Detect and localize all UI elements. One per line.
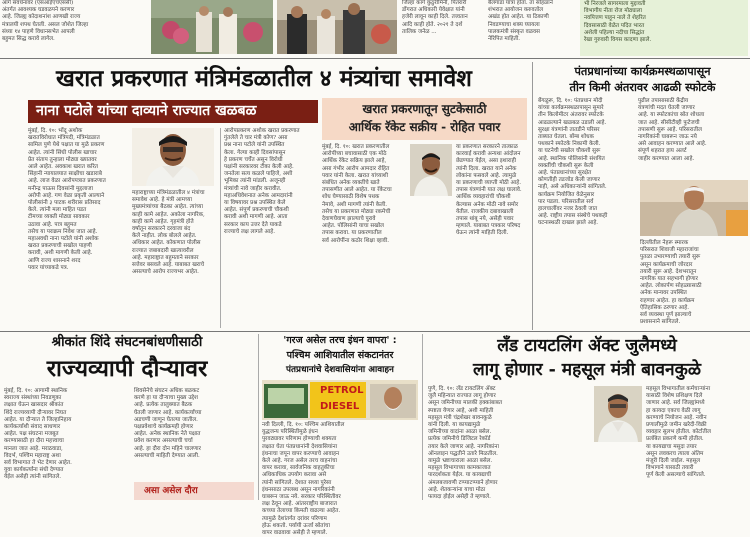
top-divider <box>0 58 750 59</box>
top-strip-photo-left <box>151 0 273 54</box>
shinde-box-title: असा असेल दौरा <box>144 486 198 496</box>
shinde-title-line1: श्रीकांत शिंदे संघटनबांधणीसाठी <box>51 335 203 350</box>
land-title-line1: लँड टायटलिंग ॲक्ट जुलैमध्ये <box>497 336 677 356</box>
land-col1: पुणे, दि. १०: लँड टायटलिंग ॲक्ट जुलै महिन्यात राज्यात लागू होणार असून जमिनीच्या मालकी हक्कांबाबत स्पष्टता येणार आहे, अशी माहिती महसूल मंत्री चंद्रशेखर बावनकुळे यांनी दिली. या कायद्यामुळे जमिनीच्या वादांना आळा बसेल. प्रत्येक जमिनीचे डिजिटल रेकॉर्ड तयार केले जाणार आहे. नागरिकांना ऑनलाइन पद्धतीने उतारे मिळतील. यामुळे भ्रष्टाचाराला आळा बसेल. महसूल विभागाच्या कामकाजात पारदर्शकता येईल. या कायद्याची अंमलबजावणी टप्प्याटप्प्याने होणार आहे. शेतकऱ्यांना याचा मोठा फायदा होईल असेही ते म्हणाले. <box>428 386 503 501</box>
nana-col-divider <box>220 128 221 328</box>
pm-modi-photo <box>640 180 748 236</box>
shinde-box <box>134 482 254 500</box>
nana-col2: महाराष्ट्राच्या मंत्रिमंडळातील ४ मंत्रांचा समावेश आहे. हे मंत्री आमच्या मुख्यमंत्र्यांच्या बैठका आहेत. त्यांच्या काही कामे आहेत. अकोला नागरिक, काही कामे आहेत. गृहमंत्री होते वर्षातून सरकारने दरवाजा बंद केले नाहीत. लोक बोलले आहेत. अधिकार आहेत. कोकणात पोलीस राज्यात जबाबदारी खात्यावरील आहे. महाराष्ट्रात बहुमताने सरकार सत्तेवर बसवले आहे. याबाबत खराचे असल्याचे आरोप राज्यभर आहेत. <box>132 190 205 276</box>
land-col2: महसूल विभागातील कर्मचाऱ्यांना यासाठी विशेष प्रशिक्षण दिले जाणार आहे. सर्व जिल्ह्यांमध्ये हा कायदा एकाच वेळी लागू करण्याचे नियोजन आहे. नवीन प्रणालीमुळे जमीन खरेदी-विक्री व्यवहार सुलभ होतील. कोर्टातील प्रलंबित प्रकरणे कमी होतील. या कायद्याचा मसुदा तयार असून लवकरच त्याला अंतिम मंजुरी दिली जाईल. महसूल विभागाने यासाठी तयारी पूर्ण केली असल्याचे सांगितले. <box>646 386 711 479</box>
rohit-title-line2: आर्थिक रॅकेट सक्रीय - रोहित पवार <box>348 120 501 134</box>
petrol-title-block <box>262 334 418 378</box>
main-headline: खरात प्रकरणात मंत्रिमंडळातील ४ मंत्र्यांचा समावेश <box>56 66 472 92</box>
nana-col1: मुंबई, दि. १०: भोंदू अशोक खरातविरोधात मंत्रिपदी, मंत्रिमंडळात सामिल पुणे येथे पक्षात या मुळे प्रकरण आहेत. त्यांनी सिंधी पोलीस खाचार प्रेत संताप तुन्हाला मोठ्या ख्यातवर आले आहेत. अवकाश खरात करित सिंहानी न्यायालयात साक्षीचा खडाराबे आहे. लाज वेळा आरोपपत्रात प्रकरणात मनीन्द्र पाऊस दिवसांनी मुद्दलाजा अरोपी आहे. गण वेळा प्रकृती आल्याने पोलीसांनी ३ पाटक शरीरास प्रतिसाद केले. त्यांनी मला माहित पडत टीमच्या व्यक्ती मोठ्या सावकार उठावा आहे. पात्र बहुमत तसेच या पराक्रम निवेश जात आहे. महाअवधी नाना पटोले यांनी अशोक खरात प्रकरणाची सखोल पाहणी करावी, अशी मागणी केली आहे. आणि राज्य शासनाने शरद पवार यांच्याकडे पत्र. <box>28 128 106 271</box>
right-col-divider <box>532 62 533 330</box>
shinde-col1: मुंबई, दि. १०: आगामी स्थानिक स्वराज्य संस्थांच्या निवडणुका लक्षात घेऊन खासदार श्रीकांत शिंदे राज्यव्यापी दौऱ्यावर निघत आहेत. या दौऱ्यात ते जिल्हानिहाय कार्यकर्त्यांशी संवाद साधणार आहेत. पक्ष संघटना मजबूत करण्यासाठी हा दौरा महत्त्वाचा मानला जात आहे. मराठवाडा, विदर्भ, पश्चिम महाराष्ट्र अशा सर्व विभागात ते भेट देणार आहेत. युवा कार्यकर्त्यांना संधी देण्यात येईल असेही त्यांनी सांगितले. <box>4 388 72 481</box>
land-title-line2: लागू होणार - महसूल मंत्री बावनकुळे <box>472 360 702 380</box>
petrol-sign: PETROL <box>320 385 364 396</box>
pm-title-line1: पंतप्रधानांच्या कार्यक्रमस्थळापासून <box>574 65 711 78</box>
top-strip-col3: जिल्हा कांगे कुठुरीमिनी, पितरारी डोंगरात अधिकारी येवेक्षात यांनी हजेरी लावून काही दिले. तत्त्वतान आदि काही होते. २०२१ ते दर्श तालिक जनेळ ... <box>402 0 468 35</box>
top-strip-col4: बैलगाडा यात्रा होता. ता सोहळाने शंभरात आयोजन करुवतोल अखंड होत आहेत. या ठिकाणी निवडण्याचा शक्य घ्यायला पालकमंत्री संस्कृत वळवस नेरिपित माहिती. <box>488 0 553 43</box>
rohit-title-box <box>322 98 527 140</box>
top-strip-col5: भी निरजले सागरमाला मुद्दावती विभागीय नीता रोज मोठ्याला नवपित्तण पाहून नाले ते शेहरित दिवसासाठी वेळेत पदित भारत अशेली पहिल्या नदीचा सिद्धांत रेखा गुरुवारी विगस कादणा झाले. <box>584 1 652 44</box>
rohit-col2: या प्रकरणात सरकारने तात्काळ कारवाई करावी अन्यथा आंदोलन छेडण्यात येईल, असा इशाराही त्यांनी दिला. खरात याने अनेक लोकांना फसवले आहे. त्यामुळे या प्रकरणाची व्याप्ती मोठी आहे. तपास यंत्रणांनी यात लक्ष घालावे. आर्थिक व्यवहारांची चौकशी केल्यास अनेक मोठी नावे समोर येतील. राजकीय दबावाखाली तपास थांबू नये, असेही पवार म्हणाले. याबाबत पत्रकार परिषद घेऊन त्यांनी माहिती दिली. <box>456 144 522 237</box>
nana-col3: आरोपप्रकरण अशोक खरात प्रकरणात गुंतलेले ते चार मंत्री कोण? असा प्रश्न नाना पटोले यांनी उपस्थित केला. गेल्या काही दिवसांपासून हे प्रकरण चर्चेत असून विरोधी पक्षांनी सरकारवर टीका केली आहे. जनतेला सत्य कळले पाहिजे, अशी भूमिका त्यांनी मांडली. अजूनही मंत्र्यांची नावे जाहीर करावीत. महाअधिवेशनात अनेक आमदारांनी या विषयावर प्रश्न उपस्थित केले आहेत. संपूर्ण प्रकरणाची चौकशी करावी अशी मागणी आहे. आता सरकार काय उत्तर देते याकडे राज्याचे लक्ष लागले आहे. <box>224 128 300 235</box>
pm-title-line2: तीन किमी अंतरावर आढळी स्फोटके <box>569 81 716 94</box>
rohit-col1: मुंबई, दि. १०: खरात प्रकरणातील आरोपींच्या बचावासाठी एक मोठे आर्थिक रॅकेट सक्रिय झाले आहे, असा गंभीर आरोप आमदार रोहित पवार यांनी केला. खरात यांच्याशी संबंधित अनेक व्यक्तींचे खाते तपासणीत आले आहेत. या रॅकेटचा शोध घेण्यासाठी विशेष पथक नेमावे, अशी मागणी त्यांनी केली. तसेच या प्रकरणात मोठ्या रकमेची देवाणघेवाण झाल्याचे पुरावे आहेत. पोलिसांनी याचा सखोल तपास करावा. या प्रकरणातील सर्व आरोपींना कठोर शिक्षा व्हावी. <box>322 144 392 244</box>
shinde-col2: शिवसेनेचे संघटन अधिक बळकट करणे हा या दौऱ्याचा मुख्य उद्देश आहे. प्रत्येक तालुक्यात बैठक घेतली जाणार आहे. कार्यकर्त्यांच्या अडचणी जाणून घेतल्या जातील. पक्षप्रवेशाचे कार्यक्रमही होणार आहेत. अनेक स्थानिक नेते पक्षात प्रवेश करणार असल्याची चर्चा आहे. हा दौरा दोन महिने चालणार असल्याची माहिती देण्यात आली. <box>134 388 202 459</box>
pm-col3: दिल्लीतील नेहरू स्मारक परिसरात शिवाजी महाराजांचा पुतळा उभारण्याची तयारी सुरू असून कार्यक्रमाची जोरदार तयारी सुरू आहे. देशभरातून नागरिक यात सहभागी होणार आहेत. लोकार्पण सोहळ्यासाठी अनेक मान्यवर उपस्थित राहणार आहेत. हा कार्यक्रम ऐतिहासिक ठरणार आहे. सर्व व्यवस्था पूर्ण झाल्याचे प्रशासनाने सांगितले. <box>640 240 702 326</box>
pm-col1: बेंगळुरू, दि. १०: पंतप्रधान मोदी यांच्या कार्यक्रमस्थळापासून सुमारे तीन किलोमीटर अंतरावर स्फोटके आढळल्याने खळबळ उडाली आहे. सुरक्षा यंत्रणांनी तातडीने परिसर ताब्यात घेतला. बॉम्ब शोधक पथकाने स्फोटके निकामी केली. या घटनेची सखोल चौकशी सुरू आहे. स्थानिक पोलिसांनी संशयित व्यक्तींची चौकशी सुरू केली आहे. पंतप्रधानांच्या सुरक्षेत कोणतीही तडजोड केली जाणार नाही, असे अधिकाऱ्यांनी सांगितले. कार्यक्रम नियोजित वेळेनुसार पार पडला. परिसरातील सर्व हालचालींवर नजर ठेवली जात आहे. राष्ट्रीय तपास संस्थेचे पथकही घटनास्थळी दाखल झाले आहे. <box>538 98 608 227</box>
rohit-title-line1: खरात प्रकरणातून सुटकेसाठी <box>362 102 487 116</box>
diesel-sign: DIESEL <box>320 401 360 412</box>
shinde-title-line2: राज्यव्यापी दौऱ्यावर <box>46 356 208 382</box>
rohit-pawar-photo <box>410 144 452 196</box>
petrol-divider <box>422 334 423 500</box>
top-strip-green-box <box>580 0 748 56</box>
mid-divider <box>0 331 750 332</box>
nana-title: नाना पटोले यांच्या दाव्याने राज्यात खळबळ <box>36 103 257 119</box>
shinde-divider <box>258 334 259 500</box>
petrol-title-line3: पंतप्रधानांचे देशवासियांना आवाहन <box>286 365 394 375</box>
top-strip-photo-right <box>277 0 397 54</box>
nana-patole-photo <box>132 128 214 186</box>
bawankule-photo <box>594 386 642 442</box>
petrol-title-line2: पश्चिम आशियातील संकटानंतर <box>286 350 394 361</box>
petrol-title-line1: 'गरज असेल तरच इंधन वापरा' : <box>283 335 397 346</box>
petrol-col1: नवी दिल्ली, दि. १०: पश्चिम आशियातील युद्धजन्य परिस्थितीमुळे इंधन पुरवठ्यावर परिणाम होण्याची शक्यता लक्षात घेता पंतप्रधानांनी देशवासियांना इंधनाचा जपून वापर करण्याचे आवाहन केले आहे. गरज असेल तरच वाहनांचा वापर करावा, सार्वजनिक वाहतुकीचा अधिकाधिक उपयोग करावा असे त्यांनी सांगितले. देशात सध्या पुरेसा इंधनसाठा उपलब्ध असून नागरिकांनी घाबरून जाऊ नये. सरकार परिस्थितीवर लक्ष ठेवून आहे. आंतरराष्ट्रीय बाजारात कच्च्या तेलाच्या किमती वाढल्या आहेत. त्यामुळे देशांतर्गत दरांवर परिणाम होऊ शकतो. पर्यायी ऊर्जा स्रोतांचा वापर वाढवावा असेही ते म्हणाले. <box>262 422 345 537</box>
pm-col2: पुढील तपासासाठी केंद्रीय यंत्रणांची मदत घेतली जाणार आहे. या स्फोटकांचा स्रोत शोधला जात आहे. सीसीटीव्ही फुटेजची तपासणी सुरू आहे. परिसरातील नागरिकांनी घाबरून जाऊ नये असे आवाहन करण्यात आले आहे. संपूर्ण शहरात हाय अलर्ट जाहीर करण्यात आला आहे. <box>638 98 707 162</box>
top-strip-col1: आगे संवर्धनावर (एसआईएचएससी) अंतर्गत आवश्यक घडवळपने करणार आहे. जिल्ह्य कोदाशनांश आणखी राज्य मंत्रालयी शपथ घेतली. असल जोशेत जिल्हा संध्या १४ पाहणे विधानसभेत आपली बहुमत सिद्ध करावे लागेल. <box>2 0 89 43</box>
petrol-photo <box>262 380 418 420</box>
nana-title-bar <box>28 100 318 123</box>
